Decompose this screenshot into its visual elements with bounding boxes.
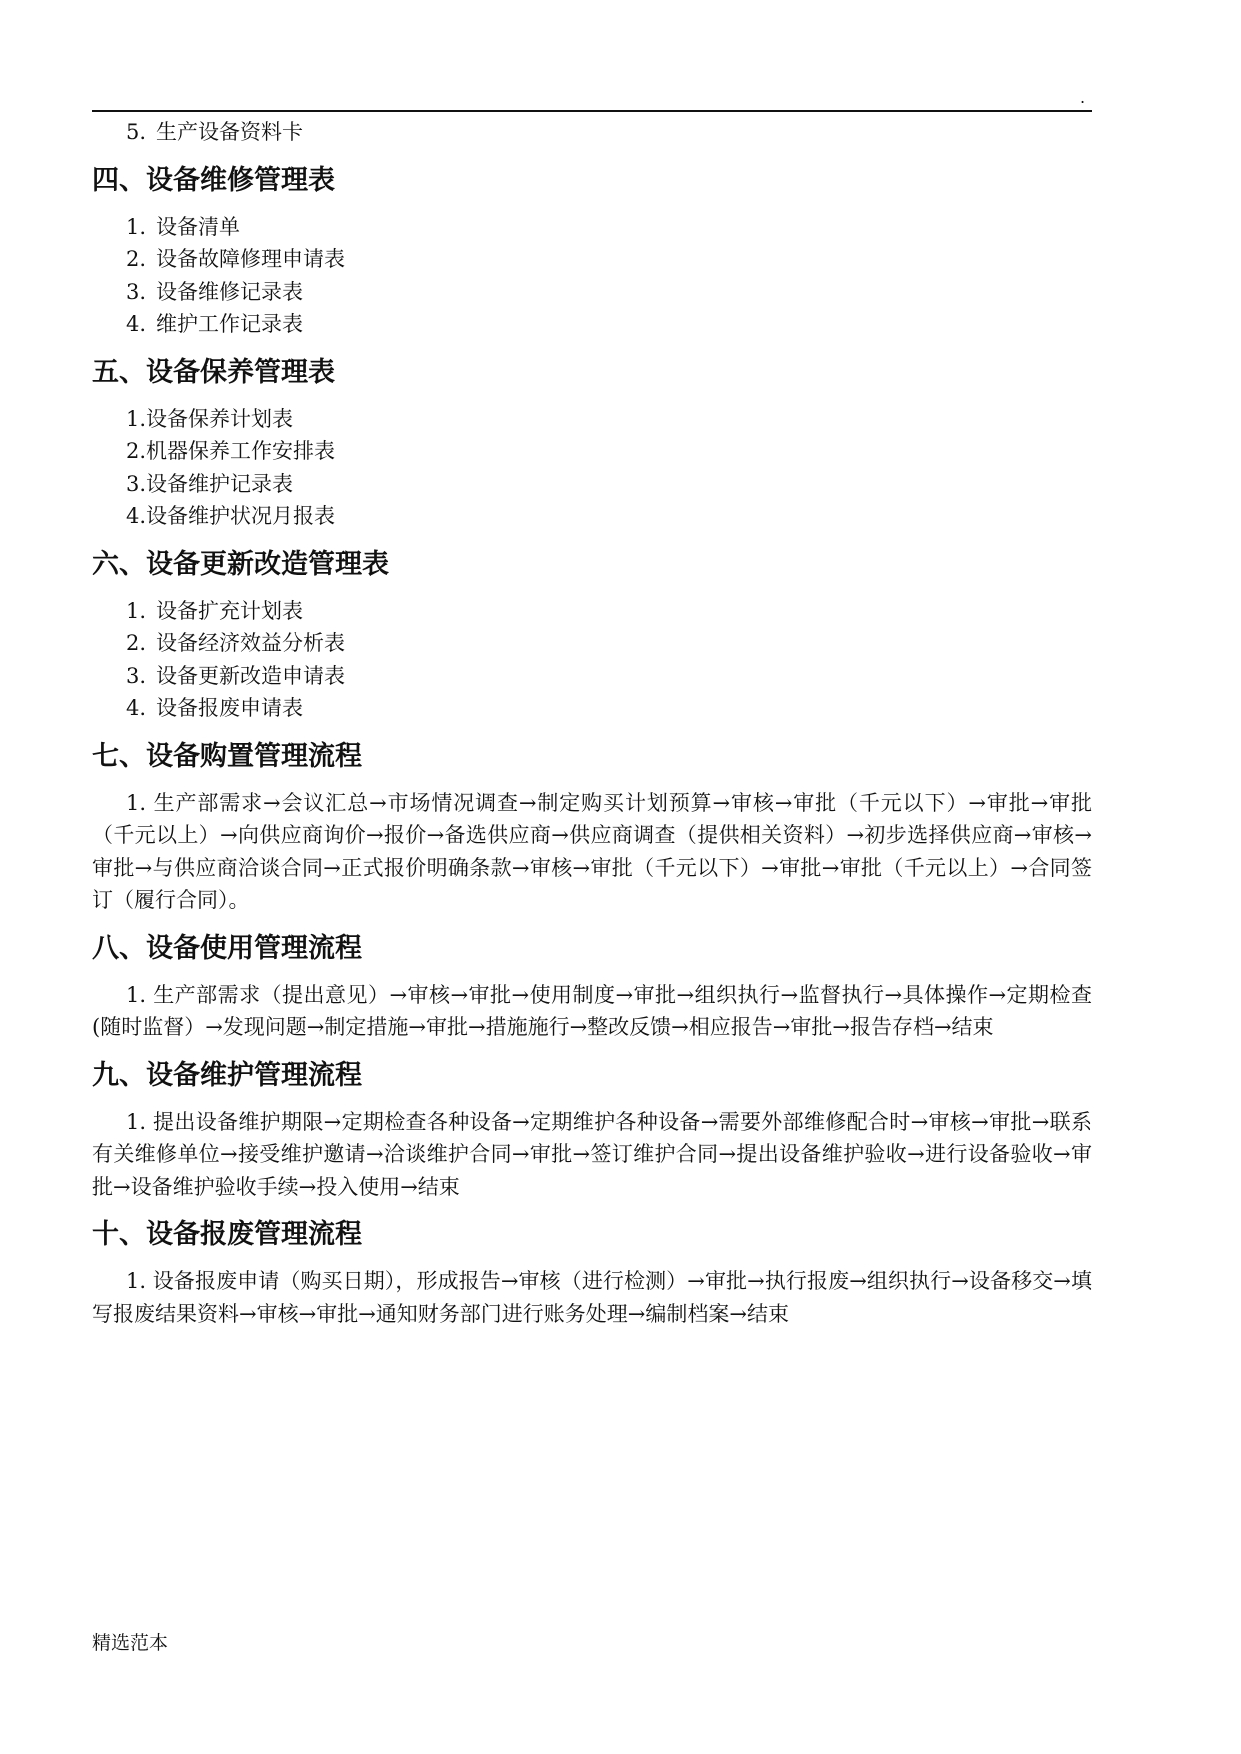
section-heading-9: 九、设备维护管理流程 [92,1059,362,1091]
process-paragraph: 1. 生产部需求→会议汇总→市场情况调查→制定购买计划预算→审核→审批（千元以下）→审批→审批（千元以上）→向供应商询价→报价→备选供应商→供应商调查（提供相关资料）→初步选择供应商→审核→审批→与供应商洽谈合同→正式报价明确条款→审核→审批（千元以下）→审批→审批（千元以上）→合同签订（履行合同）。 [92,790,1092,912]
list-item-number: 1. [126,406,147,431]
section-heading-8: 八、设备使用管理流程 [92,932,362,964]
list-item [92,468,1092,501]
header-rule [92,110,1092,112]
list-item-number: 2. [126,247,147,271]
list-item [92,692,1092,725]
list-item-number: 1. [126,214,147,239]
list-item-text: 生产设备资料卡 [156,120,303,144]
process-paragraph: 1. 设备报废申请（购买日期），形成报告→审核（进行检测）→审批→执行报废→组织执行→设备移交→填写报废结果资料→审核→审批→通知财务部门进行账务处理→编制档案→结束 [92,1269,1092,1326]
section-heading-6: 六、设备更新改造管理表 [92,548,389,580]
list-item-text: 设备更新改造申请表 [156,663,345,688]
list-item-text: 设备维修记录表 [156,279,303,304]
list-item-text: 设备报废申请表 [156,696,303,720]
list-item-number: 3. [126,663,147,688]
section-heading-10: 十、设备报废管理流程 [92,1219,362,1250]
list-item-number: 5. [126,120,147,144]
list-item [92,500,1092,533]
list-item [92,660,1092,693]
footer-label: 精选范本 [92,1632,169,1654]
list-item [92,308,1092,341]
section-heading-7: 七、设备购置管理流程 [92,740,362,772]
list-item-text: 维护工作记录表 [156,312,303,336]
list-item-number: 2. [126,631,147,655]
list-item [92,627,1092,660]
list-item-text: 设备经济效益分析表 [156,631,345,655]
list-item [92,435,1092,468]
list-item-text: 设备故障修理申请表 [156,247,345,271]
list-item [92,276,1092,309]
section-heading-5: 五、设备保养管理表 [92,356,335,388]
list-item-text: 设备扩充计划表 [156,598,303,623]
list-item [92,595,1092,628]
list-item-text: 机器保养工作安排表 [146,439,336,463]
list-item-top [92,116,1092,149]
list-item-number: 2. [126,439,147,463]
list-item-text: 设备清单 [156,214,240,239]
list-item-text: 设备维护记录表 [146,471,294,496]
list-item-number: 4. [126,504,147,528]
list-item [92,243,1092,276]
list-item-text: 设备维护状况月报表 [146,504,336,528]
list-item-number: 3. [126,279,147,304]
header-mark: . [1080,88,1086,107]
list-item-number: 4. [126,312,147,336]
list-item-number: 4. [126,696,147,720]
list-item-number: 1. [126,598,147,623]
list-item-text: 设备保养计划表 [146,406,294,431]
document-body [92,116,1092,1330]
list-item [92,211,1092,244]
process-paragraph: 1. 生产部需求（提出意见）→审核→审批→使用制度→审批→组织执行→监督执行→具体操作→定期检查(随时监督）→发现问题→制定措施→审批→措施施行→整改反馈→相应报告→审批→报告存档→结束 [92,982,1092,1039]
list-item [92,403,1092,436]
list-item-number: 3. [126,471,147,496]
section-heading-4: 四、设备维修管理表 [92,164,335,196]
process-paragraph: 1. 提出设备维护期限→定期检查各种设备→定期维护各种设备→需要外部维修配合时→审核→审批→联系有关维修单位→接受维护邀请→洽谈维护合同→审批→签订维护合同→提出设备维护验收→进行设备验收→审批→设备维护验收手续→投入使用→结束 [92,1109,1092,1199]
